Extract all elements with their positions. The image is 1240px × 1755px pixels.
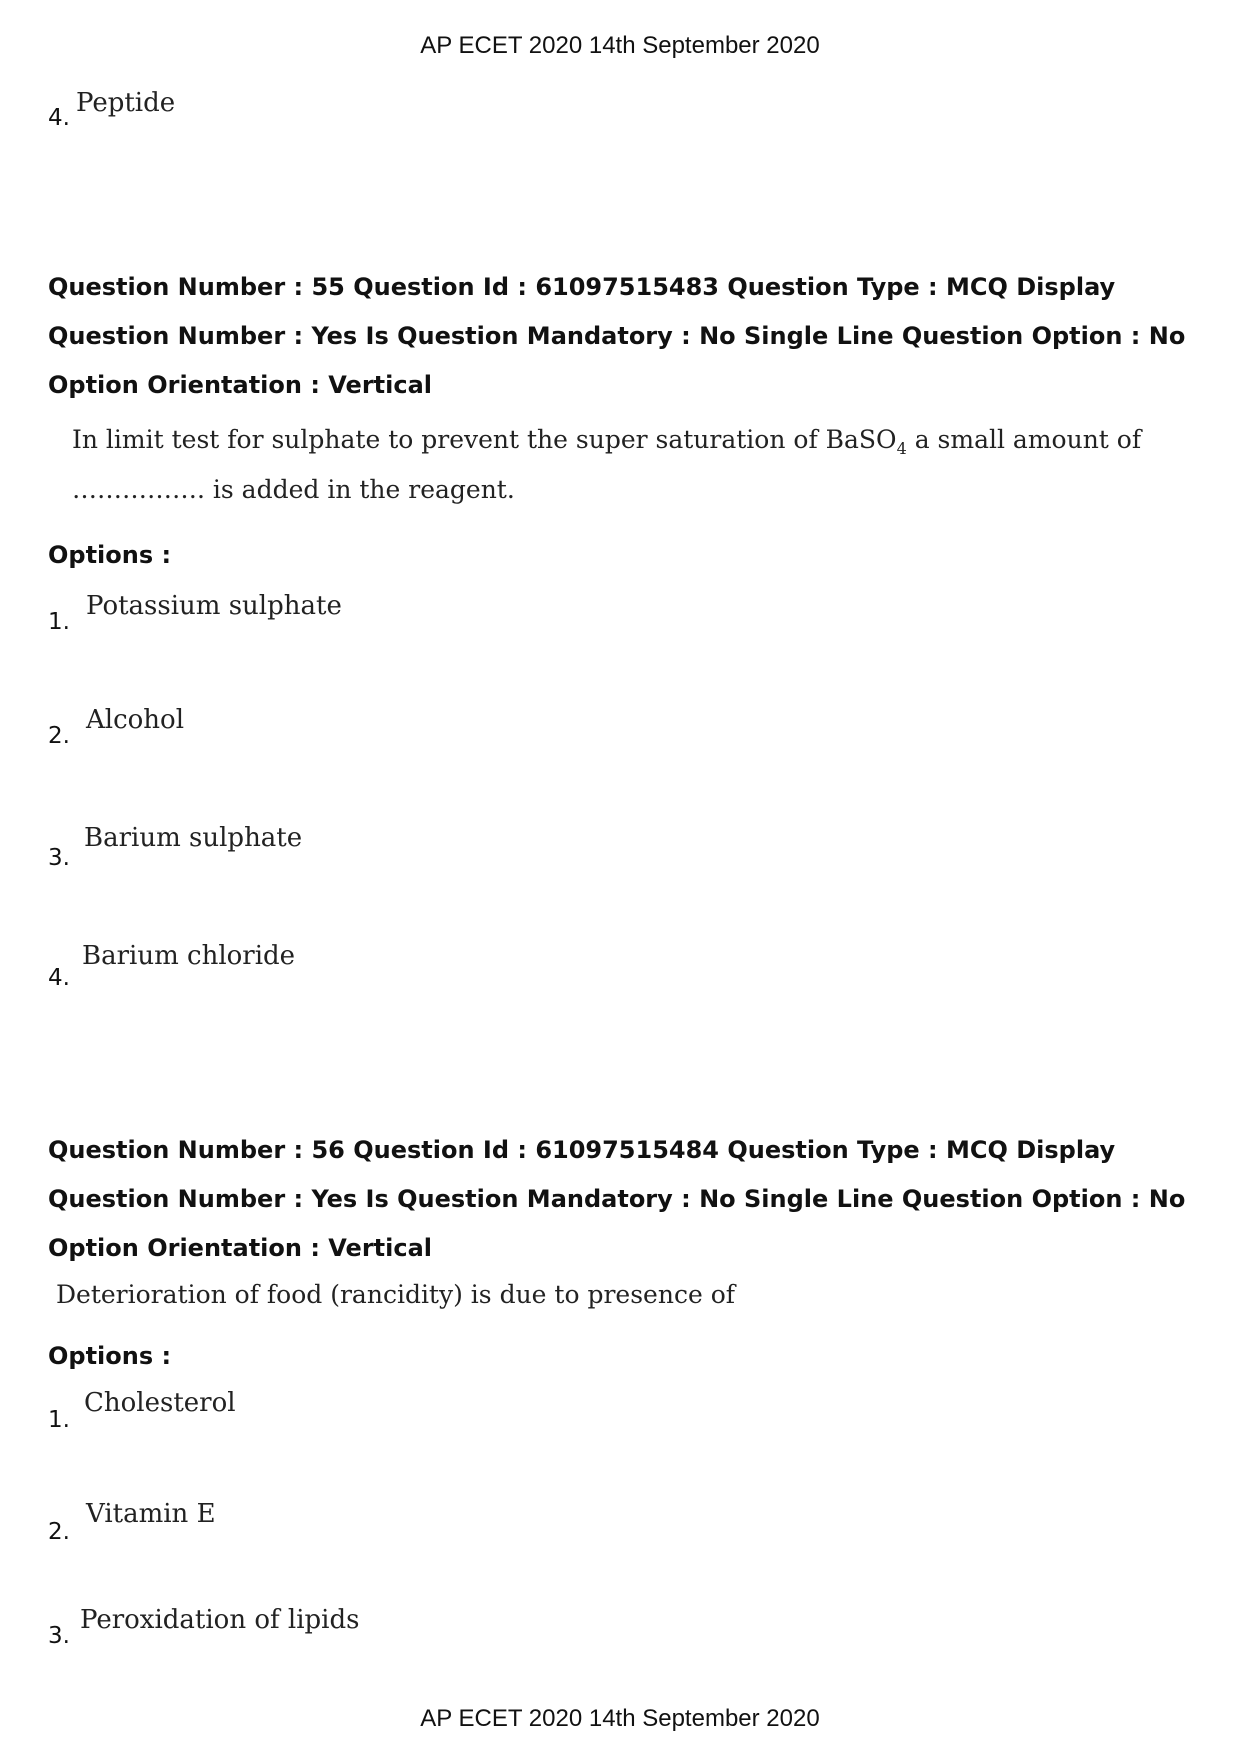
- q56-text: Deterioration of food (rancidity) is due to presence of: [56, 1280, 735, 1309]
- q56-option-3-number: 3.: [48, 1623, 70, 1649]
- q55-option-2-text[interactable]: Alcohol: [86, 705, 185, 735]
- q55-option-3-number: 3.: [48, 845, 70, 871]
- q56-option-3-text[interactable]: Peroxidation of lipids: [80, 1605, 360, 1635]
- q56-option-1-number: 1.: [48, 1407, 70, 1433]
- q56-meta: Question Number : 56 Question Id : 61097515484 Question Type : MCQ Display Question Number : Yes Is Question Mandatory : No Single Line Question Option : No Option Orientation : Vertical: [48, 1136, 1186, 1262]
- q55-text-line2: ……………. is added in the reagent.: [72, 475, 515, 504]
- q55-option-4-text[interactable]: Barium chloride: [82, 941, 296, 971]
- q55-options-label: Options :: [48, 541, 172, 569]
- q55-option-1-text[interactable]: Potassium sulphate: [86, 591, 342, 621]
- q55-meta: Question Number : 55 Question Id : 61097515483 Question Type : MCQ Display Question Number : Yes Is Question Mandatory : No Single Line Question Option : No Option Orientation : Vertical: [48, 273, 1186, 399]
- q55-text-subscript: 4: [896, 439, 907, 458]
- q56-option-2-number: 2.: [48, 1519, 70, 1545]
- q55-option-3-text[interactable]: Barium sulphate: [84, 823, 303, 853]
- q56-option-2-text[interactable]: Vitamin E: [86, 1499, 216, 1529]
- prev-option-text: Peptide: [76, 88, 176, 118]
- q55-text-line1: [72, 425, 1141, 458]
- q56-option-1-text[interactable]: Cholesterol: [84, 1388, 236, 1418]
- q55-option-2-number: 2.: [48, 723, 70, 749]
- page-header: AP ECET 2020 14th September 2020: [420, 32, 820, 59]
- prev-option-number: 4.: [48, 105, 70, 131]
- page-footer: AP ECET 2020 14th September 2020: [420, 1705, 820, 1732]
- q55-text-post: a small amount of: [906, 425, 1142, 454]
- q55-option-1-number: 1.: [48, 609, 70, 635]
- q55-text-pre: In limit test for sulphate to prevent the super saturation of BaSO: [72, 425, 897, 454]
- q55-option-4-number: 4.: [48, 965, 70, 991]
- q56-options-label: Options :: [48, 1342, 172, 1370]
